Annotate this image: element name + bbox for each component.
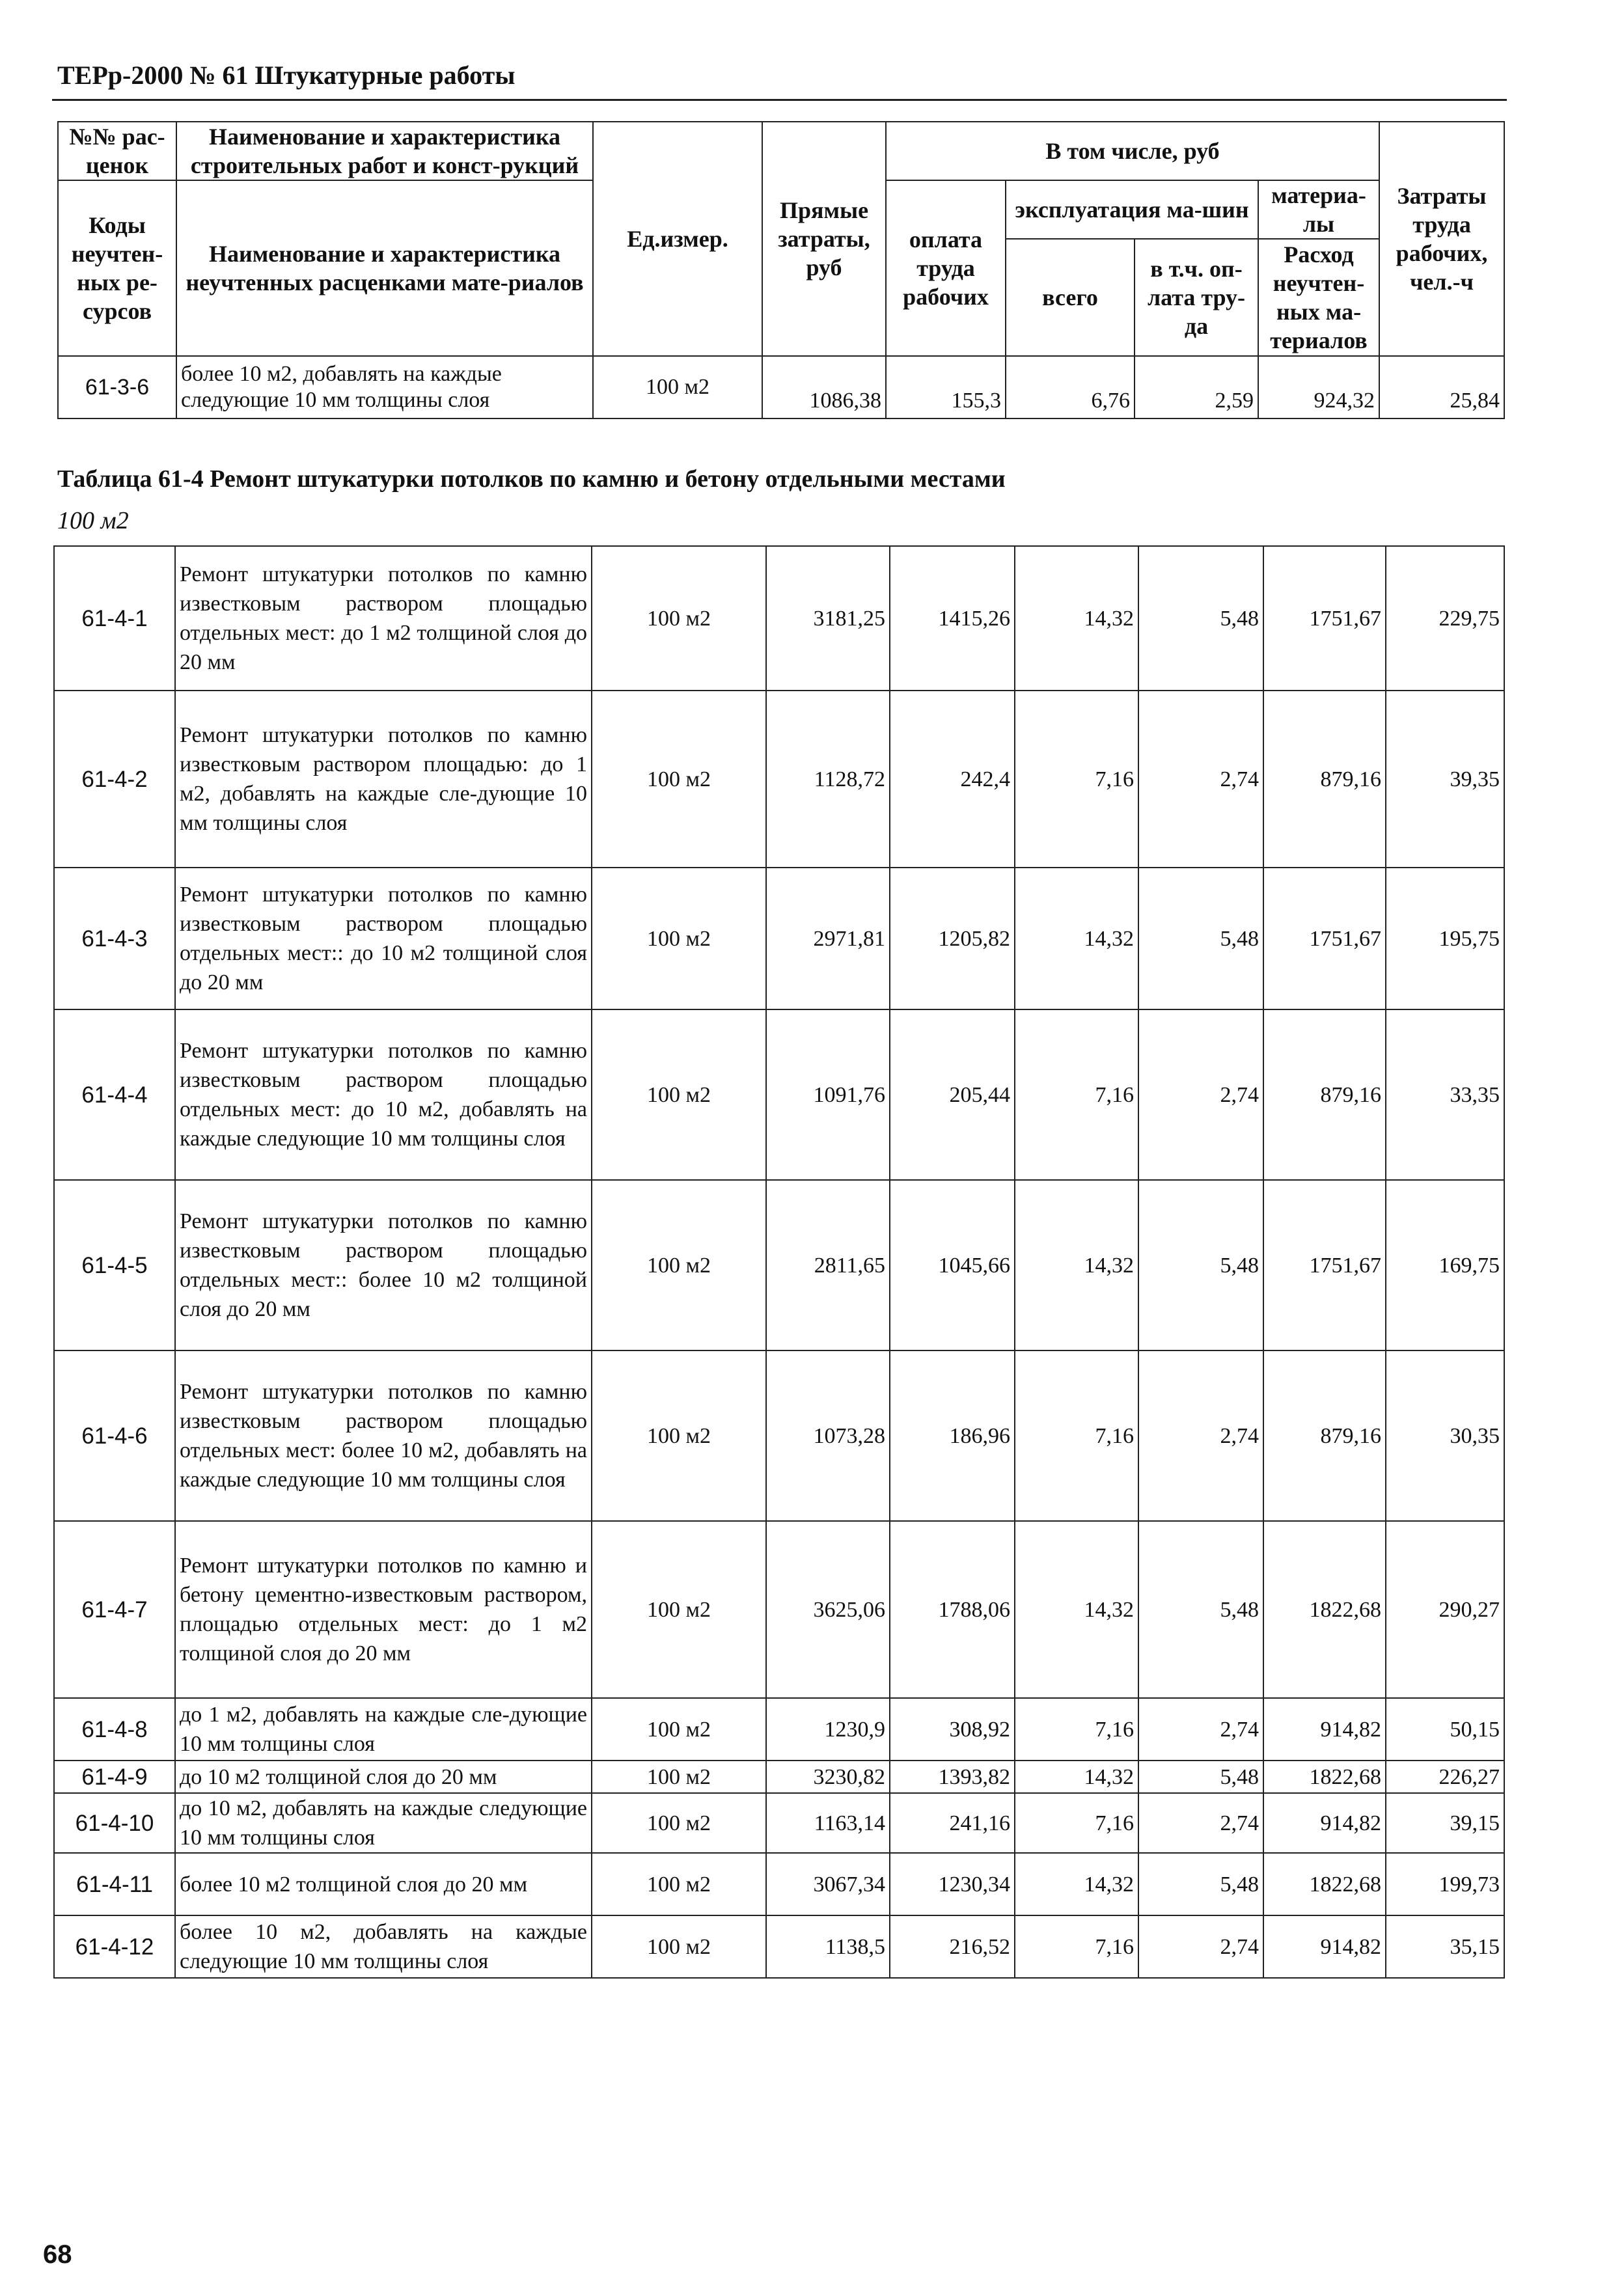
row-machines-total: 14,32 xyxy=(1015,868,1138,1009)
row-machines-total: 14,32 xyxy=(1015,1853,1138,1915)
row-name: Ремонт штукатурки потолков по камню известковым раствором площадью отдельных мест: более 10 м2, добавлять на каждые следующие 10 мм толщины слоя xyxy=(175,1350,592,1521)
header-codes-unaccounted: Коды неучтен-ных ре-сурсов xyxy=(58,180,176,356)
table-row xyxy=(54,546,1504,691)
row-unit: 100 м2 xyxy=(592,1180,766,1350)
row-unit: 100 м2 xyxy=(592,1521,766,1698)
row-machines-total: 6,76 xyxy=(1006,356,1135,418)
table-row xyxy=(54,1915,1504,1978)
row-labor-pay: 216,52 xyxy=(890,1915,1015,1978)
table-row xyxy=(54,1698,1504,1761)
row-labor-pay: 308,92 xyxy=(890,1698,1015,1761)
header-materials: материа-лы xyxy=(1258,180,1379,239)
row-name: до 10 м2, добавлять на каждые следующие 10 мм толщины слоя xyxy=(175,1793,592,1853)
row-materials: 914,82 xyxy=(1263,1793,1386,1853)
row-materials: 1822,68 xyxy=(1263,1521,1386,1698)
row-machines-total: 14,32 xyxy=(1015,1521,1138,1698)
row-code: 61-4-9 xyxy=(54,1761,175,1793)
row-materials: 879,16 xyxy=(1263,691,1386,868)
row-code: 61-4-4 xyxy=(54,1009,175,1180)
row-unit: 100 м2 xyxy=(592,1915,766,1978)
row-labor-hours: 25,84 xyxy=(1379,356,1504,418)
row-direct-costs: 1073,28 xyxy=(766,1350,890,1521)
row-labor-hours: 33,35 xyxy=(1386,1009,1504,1180)
table-unit: 100 м2 xyxy=(57,507,129,534)
table-row xyxy=(54,1180,1504,1350)
header-machines: эксплуатация ма-шин xyxy=(1006,180,1258,239)
row-direct-costs: 2811,65 xyxy=(766,1180,890,1350)
row-materials: 1822,68 xyxy=(1263,1761,1386,1793)
row-machines-total: 14,32 xyxy=(1015,1180,1138,1350)
row-machines-labor: 2,74 xyxy=(1138,1009,1263,1180)
row-code: 61-4-8 xyxy=(54,1698,175,1761)
row-code: 61-4-11 xyxy=(54,1853,175,1915)
row-name: Ремонт штукатурки потолков по камню известковым раствором площадью: до 1 м2, добавлять на каждые сле-дующие 10 мм толщины слоя xyxy=(175,691,592,868)
row-machines-total: 14,32 xyxy=(1015,546,1138,691)
row-machines-labor: 2,74 xyxy=(1138,1793,1263,1853)
table-row xyxy=(54,1350,1504,1521)
header-direct-costs: Прямые затраты, руб xyxy=(762,122,886,356)
row-name: Ремонт штукатурки потолков по камню известковым раствором площадью отдельных мест: до 1 м2 толщиной слоя до 20 мм xyxy=(175,546,592,691)
row-labor-hours: 30,35 xyxy=(1386,1350,1504,1521)
table-row xyxy=(54,1853,1504,1915)
row-direct-costs: 1086,38 xyxy=(762,356,886,418)
row-machines-total: 7,16 xyxy=(1015,691,1138,868)
row-code: 61-4-1 xyxy=(54,546,175,691)
row-unit: 100 м2 xyxy=(592,868,766,1009)
row-name: Ремонт штукатурки потолков по камню известковым раствором площадью отдельных мест:: до 10 м2 толщиной слоя до 20 мм xyxy=(175,868,592,1009)
row-direct-costs: 1128,72 xyxy=(766,691,890,868)
row-direct-costs: 1163,14 xyxy=(766,1793,890,1853)
row-unit: 100 м2 xyxy=(592,1793,766,1853)
row-materials: 1751,67 xyxy=(1263,546,1386,691)
row-labor-hours: 229,75 xyxy=(1386,546,1504,691)
row-materials: 1751,67 xyxy=(1263,1180,1386,1350)
row-code: 61-4-3 xyxy=(54,868,175,1009)
row-materials: 1751,67 xyxy=(1263,868,1386,1009)
row-unit: 100 м2 xyxy=(593,356,762,418)
row-labor-pay: 242,4 xyxy=(890,691,1015,868)
row-unit: 100 м2 xyxy=(592,1761,766,1793)
header-materials-unaccounted: Расход неучтен-ных ма-териалов xyxy=(1258,239,1379,356)
row-labor-pay: 1788,06 xyxy=(890,1521,1015,1698)
table-row xyxy=(54,1521,1504,1698)
row-labor-pay: 186,96 xyxy=(890,1350,1015,1521)
row-labor-hours: 50,15 xyxy=(1386,1698,1504,1761)
row-name: более 10 м2 толщиной слоя до 20 мм xyxy=(175,1853,592,1915)
table-row xyxy=(54,1761,1504,1793)
row-labor-pay: 1045,66 xyxy=(890,1180,1015,1350)
row-name: Ремонт штукатурки потолков по камню и бетону цементно-известковым раствором, площадью отдельных мест: до 1 м2 толщиной слоя до 20 мм xyxy=(175,1521,592,1698)
row-labor-hours: 290,27 xyxy=(1386,1521,1504,1698)
row-name: до 10 м2 толщиной слоя до 20 мм xyxy=(175,1761,592,1793)
row-labor-pay: 155,3 xyxy=(886,356,1006,418)
row-direct-costs: 3067,34 xyxy=(766,1853,890,1915)
row-code: 61-3-6 xyxy=(58,356,176,418)
row-unit: 100 м2 xyxy=(592,1853,766,1915)
row-unit: 100 м2 xyxy=(592,1009,766,1180)
row-machines-labor: 2,74 xyxy=(1138,1915,1263,1978)
row-materials: 879,16 xyxy=(1263,1350,1386,1521)
row-direct-costs: 1230,9 xyxy=(766,1698,890,1761)
row-machines-labor: 5,48 xyxy=(1138,1180,1263,1350)
table-title: Таблица 61-4 Ремонт штукатурки потолков по камню и бетону отдельными местами xyxy=(57,465,1006,493)
row-direct-costs: 2971,81 xyxy=(766,868,890,1009)
row-machines-labor: 5,48 xyxy=(1138,1521,1263,1698)
row-labor-hours: 39,15 xyxy=(1386,1793,1504,1853)
row-machines-total: 14,32 xyxy=(1015,1761,1138,1793)
row-name: Ремонт штукатурки потолков по камню известковым раствором площадью отдельных мест:: более 10 м2 толщиной слоя до 20 мм xyxy=(175,1180,592,1350)
column-header-table xyxy=(57,121,1505,419)
row-code: 61-4-10 xyxy=(54,1793,175,1853)
row-machines-labor: 5,48 xyxy=(1138,1761,1263,1793)
row-unit: 100 м2 xyxy=(592,691,766,868)
row-labor-pay: 205,44 xyxy=(890,1009,1015,1180)
row-materials: 879,16 xyxy=(1263,1009,1386,1180)
header-labor-pay: оплата труда рабочих xyxy=(886,180,1006,356)
row-unit: 100 м2 xyxy=(592,1698,766,1761)
row-direct-costs: 1138,5 xyxy=(766,1915,890,1978)
row-labor-hours: 35,15 xyxy=(1386,1915,1504,1978)
row-code: 61-4-5 xyxy=(54,1180,175,1350)
header-machines-labor: в т.ч. оп-лата тру-да xyxy=(1135,239,1258,356)
header-labor-hours: Затраты труда рабочих, чел.-ч xyxy=(1379,122,1504,356)
row-labor-pay: 241,16 xyxy=(890,1793,1015,1853)
row-materials: 914,82 xyxy=(1263,1698,1386,1761)
row-labor-pay: 1205,82 xyxy=(890,868,1015,1009)
row-code: 61-4-12 xyxy=(54,1915,175,1978)
row-labor-hours: 39,35 xyxy=(1386,691,1504,868)
row-unit: 100 м2 xyxy=(592,1350,766,1521)
row-machines-total: 7,16 xyxy=(1015,1793,1138,1853)
row-direct-costs: 3625,06 xyxy=(766,1521,890,1698)
row-labor-hours: 199,73 xyxy=(1386,1853,1504,1915)
row-labor-pay: 1393,82 xyxy=(890,1761,1015,1793)
row-direct-costs: 1091,76 xyxy=(766,1009,890,1180)
row-labor-hours: 169,75 xyxy=(1386,1180,1504,1350)
row-labor-hours: 195,75 xyxy=(1386,868,1504,1009)
table-row xyxy=(54,691,1504,868)
row-machines-labor: 2,74 xyxy=(1138,1350,1263,1521)
rates-table xyxy=(53,545,1505,1979)
row-name: более 10 м2, добавлять на каждые следующие 10 мм толщины слоя xyxy=(175,1915,592,1978)
row-labor-pay: 1230,34 xyxy=(890,1853,1015,1915)
header-name-unaccounted: Наименование и характеристика неучтенных расценками мате-риалов xyxy=(176,180,593,356)
row-machines-labor: 2,74 xyxy=(1138,1698,1263,1761)
row-materials: 1822,68 xyxy=(1263,1853,1386,1915)
header-name: Наименование и характеристика строительных работ и конст-рукций xyxy=(176,122,593,180)
page-number: 68 xyxy=(43,2240,72,2269)
header-rule xyxy=(52,99,1507,101)
row-machines-labor: 5,48 xyxy=(1138,546,1263,691)
table-row xyxy=(54,1793,1504,1853)
header-code: №№ рас-ценок xyxy=(58,122,176,180)
row-materials: 914,82 xyxy=(1263,1915,1386,1978)
table-row xyxy=(54,1009,1504,1180)
row-machines-labor: 5,48 xyxy=(1138,1853,1263,1915)
row-labor-hours: 226,27 xyxy=(1386,1761,1504,1793)
row-machines-labor: 5,48 xyxy=(1138,868,1263,1009)
header-including: В том числе, руб xyxy=(886,122,1379,180)
row-machines-total: 7,16 xyxy=(1015,1009,1138,1180)
row-direct-costs: 3181,25 xyxy=(766,546,890,691)
row-code: 61-4-7 xyxy=(54,1521,175,1698)
row-labor-pay: 1415,26 xyxy=(890,546,1015,691)
row-name: более 10 м2, добавлять на каждые следующие 10 мм толщины слоя xyxy=(176,356,593,418)
row-machines-labor: 2,59 xyxy=(1135,356,1258,418)
row-machines-total: 7,16 xyxy=(1015,1915,1138,1978)
row-unit: 100 м2 xyxy=(592,546,766,691)
header-unit: Ед.измер. xyxy=(593,122,762,356)
row-code: 61-4-2 xyxy=(54,691,175,868)
table-row xyxy=(54,868,1504,1009)
running-head: ТЕРр-2000 № 61 Штукатурные работы xyxy=(57,61,516,90)
row-direct-costs: 3230,82 xyxy=(766,1761,890,1793)
header-machines-total: всего xyxy=(1006,239,1135,356)
row-name: до 1 м2, добавлять на каждые сле-дующие 10 мм толщины слоя xyxy=(175,1698,592,1761)
row-machines-total: 7,16 xyxy=(1015,1698,1138,1761)
row-materials: 924,32 xyxy=(1258,356,1379,418)
row-machines-labor: 2,74 xyxy=(1138,691,1263,868)
row-code: 61-4-6 xyxy=(54,1350,175,1521)
row-machines-total: 7,16 xyxy=(1015,1350,1138,1521)
row-name: Ремонт штукатурки потолков по камню известковым раствором площадью отдельных мест: до 10 м2, добавлять на каждые следующие 10 мм толщины слоя xyxy=(175,1009,592,1180)
